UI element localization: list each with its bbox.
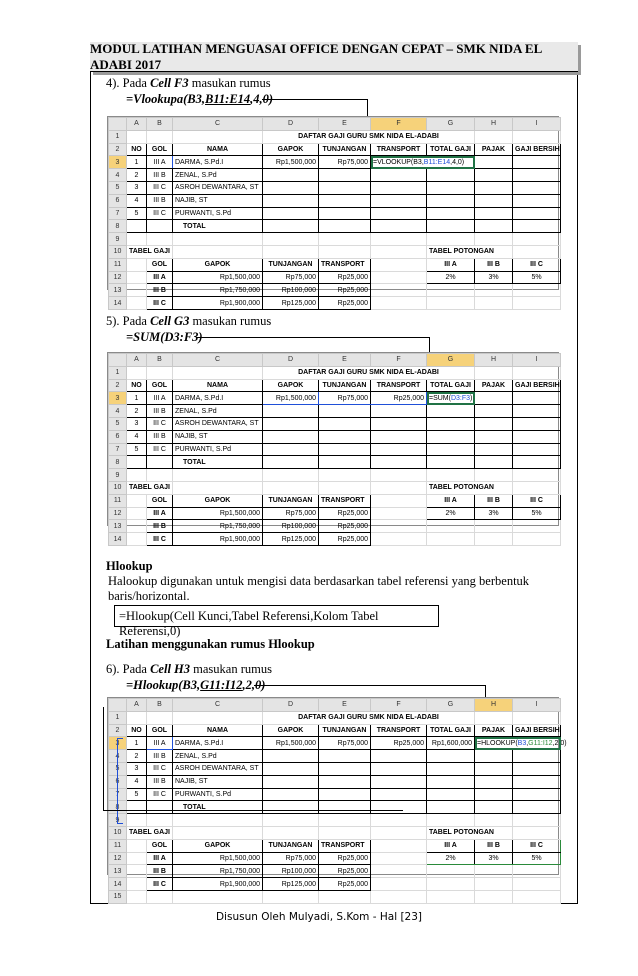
row-number[interactable]: 10 <box>109 826 127 839</box>
cell-nama[interactable]: NAJIB, ST <box>173 430 263 443</box>
cell-gapok[interactable]: Rp1,500,000 <box>263 737 319 750</box>
row-number[interactable]: 6 <box>109 194 127 207</box>
tp-value[interactable]: 5% <box>513 271 561 284</box>
row-number[interactable]: 4 <box>109 405 127 418</box>
formula-range: B11:E14 <box>423 158 451 166</box>
cell-g3-formula[interactable]: =SUM(D3:F3) <box>427 392 475 405</box>
row-number[interactable]: 2 <box>109 724 127 737</box>
step4-suffix: masukan rumus <box>188 76 271 90</box>
row-number[interactable]: 1 <box>109 366 127 379</box>
row-number[interactable]: 13 <box>109 520 127 533</box>
step6-instruction <box>106 662 272 677</box>
cell-no[interactable]: 3 <box>127 417 147 430</box>
row-number[interactable]: 10 <box>109 481 127 494</box>
cell-no[interactable]: 4 <box>127 430 147 443</box>
row-number[interactable]: 6 <box>109 430 127 443</box>
cell-no[interactable]: 2 <box>127 750 147 763</box>
tg-gol[interactable]: III C <box>147 878 173 891</box>
row-number[interactable]: 7 <box>109 443 127 456</box>
tg-tunjangan[interactable]: Rp100,000 <box>263 520 319 533</box>
step5-suffix: masukan rumus <box>189 314 272 328</box>
col-header[interactable]: E <box>319 354 371 367</box>
column-header-row <box>109 118 561 131</box>
cell-nama[interactable]: ZENAL, S.Pd <box>173 169 263 182</box>
step6-formula-pre: =Hlookup(B3, <box>126 678 201 692</box>
hlookup-practice-heading: Latihan menggunakan rumus Hlookup <box>106 637 315 651</box>
tg-tunjangan[interactable]: Rp125,000 <box>263 533 319 546</box>
header-no: NO <box>127 379 147 392</box>
page-footer <box>0 911 638 923</box>
tabel-gaji-title: TABEL GAJI <box>127 481 173 494</box>
cell-nama[interactable]: ZENAL, S.Pd <box>173 405 263 418</box>
row-number[interactable]: 5 <box>109 762 127 775</box>
tp-header: III C <box>513 258 561 271</box>
row-number[interactable]: 6 <box>109 775 127 788</box>
tg-header-tunjangan: TUNJANGAN <box>263 258 319 271</box>
header-nama: NAMA <box>173 143 263 156</box>
header-tunjangan: TUNJANGAN <box>319 143 371 156</box>
step6-suffix: masukan rumus <box>190 662 272 676</box>
step6-formula-range: G11:I12 <box>200 678 243 692</box>
cell-nama[interactable]: ZENAL, S.Pd <box>173 750 263 763</box>
step4-prefix: 4). Pada <box>106 76 151 90</box>
cell-gol[interactable]: III C <box>147 207 173 220</box>
tg-tunjangan[interactable]: Rp75,000 <box>263 271 319 284</box>
col-header[interactable]: E <box>319 118 371 131</box>
tg-header-gol: GOL <box>147 494 173 507</box>
hlookup-heading: Hlookup <box>106 559 153 573</box>
step4-formula <box>126 92 273 107</box>
header-gapok: GAPOK <box>263 143 319 156</box>
tabel-gaji-title: TABEL GAJI <box>127 245 173 258</box>
tg-transport[interactable]: Rp25,000 <box>319 507 371 520</box>
cell-gapok[interactable]: Rp1,500,000 <box>263 156 319 169</box>
row-number[interactable]: 7 <box>109 207 127 220</box>
header-transport: TRANSPORT <box>371 724 427 737</box>
cell-gol[interactable]: III B <box>147 405 173 418</box>
step6-prefix: 6). Pada <box>106 662 151 676</box>
corner-cell[interactable] <box>109 118 127 131</box>
step5-prefix: 5). Pada <box>106 314 151 328</box>
cell-gapok[interactable]: Rp1,500,000 <box>263 392 319 405</box>
step4-formula-range: B11:E14 <box>205 92 251 106</box>
header-gol: GOL <box>147 724 173 737</box>
tp-value[interactable]: 2% <box>427 507 475 520</box>
cell-tunjangan[interactable]: Rp75,000 <box>319 156 371 169</box>
tg-header-gapok: GAPOK <box>173 258 263 271</box>
header-total-gaji: TOTAL GAJI <box>427 379 475 392</box>
spreadsheet-2 <box>107 352 560 543</box>
row-number[interactable]: 8 <box>109 220 127 233</box>
tp-value[interactable]: 2% <box>427 271 475 284</box>
cell-gol[interactable]: III C <box>147 762 173 775</box>
header-nama: NAMA <box>173 379 263 392</box>
cell-no[interactable]: 1 <box>127 392 147 405</box>
tg-header-gapok: GAPOK <box>173 494 263 507</box>
tg-transport[interactable]: Rp25,000 <box>319 533 371 546</box>
tg-header-gapok: GAPOK <box>173 839 263 852</box>
step4-formula-post: ,4,0) <box>250 92 274 106</box>
row-number[interactable]: 13 <box>109 284 127 297</box>
cell-nama[interactable]: NAJIB, ST <box>173 194 263 207</box>
header-tunjangan: TUNJANGAN <box>319 379 371 392</box>
tg-gapok[interactable]: Rp1,750,000 <box>173 520 263 533</box>
row-number[interactable]: 9 <box>109 233 127 246</box>
col-header[interactable]: A <box>127 118 147 131</box>
col-header[interactable]: A <box>127 699 147 712</box>
tg-tunjangan[interactable]: Rp75,000 <box>263 507 319 520</box>
tp-value[interactable]: 2% <box>427 852 475 865</box>
tg-tunjangan[interactable]: Rp125,000 <box>263 297 319 310</box>
header-gol: GOL <box>147 379 173 392</box>
tp-value[interactable]: 3% <box>475 507 513 520</box>
row-number[interactable]: 5 <box>109 417 127 430</box>
cell-transport[interactable]: Rp25,000 <box>371 392 427 405</box>
col-header[interactable]: F <box>371 354 427 367</box>
formula-range: G11:I12 <box>528 739 553 747</box>
tg-gol[interactable]: III B <box>147 284 173 297</box>
cell-nama[interactable]: ASROH DEWANTARA, ST <box>173 417 263 430</box>
tg-gol[interactable]: III C <box>147 533 173 546</box>
col-header[interactable]: B <box>147 354 173 367</box>
tg-gapok[interactable]: Rp1,900,000 <box>173 297 263 310</box>
cell-transport[interactable]: Rp25,000 <box>371 737 427 750</box>
cell-f3-formula[interactable]: =VLOOKUP(B3,B11:E14,4,0) <box>371 156 475 169</box>
tg-header-transport: TRANSPORT <box>319 839 371 852</box>
header-no: NO <box>127 724 147 737</box>
tg-tunjangan[interactable]: Rp125,000 <box>263 878 319 891</box>
tabel-potongan-title: TABEL POTONGAN <box>427 481 513 494</box>
cell-gol[interactable]: III A <box>147 156 173 169</box>
row-number[interactable]: 2 <box>109 143 127 156</box>
cell-gol[interactable]: III B <box>147 430 173 443</box>
cell-h3-formula[interactable]: =HLOOKUP(B3,G11:I12,2,0) <box>475 737 561 750</box>
step5-cell: Cell G3 <box>150 314 190 328</box>
cell-no[interactable]: 5 <box>127 788 147 801</box>
tg-gapok[interactable]: Rp1,900,000 <box>173 533 263 546</box>
tg-header-gol: GOL <box>147 839 173 852</box>
tg-gol[interactable]: III A <box>147 271 173 284</box>
col-header[interactable]: H <box>475 118 513 131</box>
col-header[interactable]: I <box>513 354 561 367</box>
row-number[interactable]: 12 <box>109 507 127 520</box>
header-gaji-bersih: GAJI BERSIH <box>513 379 561 392</box>
hlookup-desc-line2: baris/horizontal. <box>108 589 190 603</box>
page-header <box>90 42 578 72</box>
cell-gol[interactable]: III B <box>147 169 173 182</box>
col-header[interactable]: H <box>475 354 513 367</box>
col-header[interactable]: B <box>147 118 173 131</box>
cell-nama[interactable]: PURWANTI, S.Pd <box>173 788 263 801</box>
header-pajak: PAJAK <box>475 379 513 392</box>
tg-gol[interactable]: III C <box>147 297 173 310</box>
col-header[interactable]: F <box>371 118 427 131</box>
header-transport: TRANSPORT <box>371 143 427 156</box>
step4-cell: Cell F3 <box>150 76 189 90</box>
sheet-title: DAFTAR GAJI GURU SMK NIDA EL-ADABI <box>263 711 475 724</box>
tp-header: III B <box>475 839 513 852</box>
tg-gapok[interactable]: Rp1,750,000 <box>173 284 263 297</box>
tp-header: III A <box>427 258 475 271</box>
cell-nama[interactable]: ASROH DEWANTARA, ST <box>173 181 263 194</box>
col-header[interactable]: G <box>427 118 475 131</box>
col-header[interactable]: E <box>319 699 371 712</box>
cell-gol[interactable]: III C <box>147 417 173 430</box>
cell-no[interactable]: 4 <box>127 775 147 788</box>
header-nama: NAMA <box>173 724 263 737</box>
row-number[interactable]: 1 <box>109 711 127 724</box>
row-number[interactable]: 11 <box>109 494 127 507</box>
tp-value[interactable]: 3% <box>475 271 513 284</box>
sheet-title: DAFTAR GAJI GURU SMK NIDA EL-ADABI <box>263 366 475 379</box>
header-total-gaji: TOTAL GAJI <box>427 724 475 737</box>
cell-gol[interactable]: III B <box>147 750 173 763</box>
formula-range: D3:F3 <box>450 394 471 402</box>
tg-gapok[interactable]: Rp1,500,000 <box>173 507 263 520</box>
corner-cell[interactable] <box>109 354 127 367</box>
col-header[interactable]: D <box>263 699 319 712</box>
tg-transport[interactable]: Rp25,000 <box>319 284 371 297</box>
row-number[interactable]: 8 <box>109 801 127 814</box>
col-header[interactable]: G <box>427 699 475 712</box>
cell-gol[interactable]: III A <box>147 392 173 405</box>
col-header[interactable]: I <box>513 118 561 131</box>
col-header[interactable]: F <box>371 699 427 712</box>
total-label: TOTAL <box>173 220 263 233</box>
cell-no[interactable]: 5 <box>127 207 147 220</box>
header-gapok: GAPOK <box>263 724 319 737</box>
step6-pointer-loop <box>103 707 403 811</box>
cell-no[interactable]: 1 <box>127 737 147 750</box>
total-label: TOTAL <box>173 456 263 469</box>
row-number[interactable]: 12 <box>109 271 127 284</box>
header-gaji-bersih: GAJI BERSIH <box>513 143 561 156</box>
cell-gol[interactable]: III C <box>147 788 173 801</box>
row-number[interactable]: 9 <box>109 469 127 482</box>
header-tunjangan: TUNJANGAN <box>319 724 371 737</box>
tg-transport[interactable]: Rp25,000 <box>319 297 371 310</box>
cell-tunjangan[interactable]: Rp75,000 <box>319 392 371 405</box>
tabel-potongan-title: TABEL POTONGAN <box>427 245 513 258</box>
tp-header: III A <box>427 839 475 852</box>
header-title: MODUL LATIHAN MENGUASAI OFFICE DENGAN CEPAT – SMK NIDA EL ADABI 2017 <box>90 40 542 72</box>
header-gaji-bersih: GAJI BERSIH <box>513 724 561 737</box>
header-total-gaji: TOTAL GAJI <box>427 143 475 156</box>
cell-gol[interactable]: III B <box>147 775 173 788</box>
row-number[interactable]: 15 <box>109 890 127 903</box>
tg-header-transport: TRANSPORT <box>319 258 371 271</box>
tp-header: III C <box>513 494 561 507</box>
header-gol: GOL <box>147 143 173 156</box>
tp-value[interactable]: 5% <box>513 507 561 520</box>
row-number[interactable]: 14 <box>109 533 127 546</box>
tg-header-transport: TRANSPORT <box>319 494 371 507</box>
col-header[interactable]: D <box>263 118 319 131</box>
row-number[interactable]: 3 <box>109 156 127 169</box>
tp-value[interactable]: 5% <box>513 852 561 865</box>
cell-nama[interactable]: DARMA, S.Pd.I <box>173 737 263 750</box>
tg-gapok[interactable]: Rp1,500,000 <box>173 271 263 284</box>
header-no: NO <box>127 143 147 156</box>
step6-formula-post: ,2,0) <box>242 678 266 692</box>
tg-header-tunjangan: TUNJANGAN <box>263 839 319 852</box>
row-number[interactable]: 5 <box>109 181 127 194</box>
cell-nama[interactable]: NAJIB, ST <box>173 775 263 788</box>
step4-instruction <box>106 76 271 91</box>
hlookup-desc-line1: Halookup digunakan untuk mengisi data berdasarkan tabel referensi yang berbentuk <box>108 574 530 588</box>
tg-gol[interactable]: III B <box>147 865 173 878</box>
col-header[interactable]: H <box>475 699 513 712</box>
tp-header: III B <box>475 494 513 507</box>
cell-no[interactable]: 4 <box>127 194 147 207</box>
header-pajak: PAJAK <box>475 143 513 156</box>
footer-text: Disusun Oleh Mulyadi, S.Kom - Hal [23] <box>215 911 423 923</box>
cell-total-gaji[interactable]: Rp1,600,000 <box>427 737 475 750</box>
step6-formula <box>126 678 265 693</box>
col-header[interactable]: I <box>513 699 561 712</box>
tg-gapok[interactable]: Rp1,750,000 <box>173 865 263 878</box>
col-header[interactable]: C <box>173 118 263 131</box>
tg-transport[interactable]: Rp25,000 <box>319 852 371 865</box>
tp-header: III C <box>513 839 561 852</box>
col-header[interactable]: G <box>427 354 475 367</box>
col-header[interactable]: B <box>147 699 173 712</box>
cell-gol[interactable]: III C <box>147 443 173 456</box>
sheet-title: DAFTAR GAJI GURU SMK NIDA EL-ADABI <box>263 130 475 143</box>
tg-gapok[interactable]: Rp1,500,000 <box>173 852 263 865</box>
cell-nama[interactable]: DARMA, S.Pd.I <box>173 392 263 405</box>
tg-tunjangan[interactable]: Rp75,000 <box>263 852 319 865</box>
step5-instruction <box>106 314 271 329</box>
column-header-row <box>109 354 561 367</box>
row-number[interactable]: 10 <box>109 245 127 258</box>
row-number[interactable]: 11 <box>109 839 127 852</box>
step5-formula: =SUM(D3:F3) <box>126 330 203 344</box>
spreadsheet-1 <box>107 116 560 307</box>
header-transport: TRANSPORT <box>371 379 427 392</box>
cell-no[interactable]: 5 <box>127 443 147 456</box>
row-number[interactable]: 8 <box>109 456 127 469</box>
row-number[interactable]: 11 <box>109 258 127 271</box>
cell-nama[interactable]: PURWANTI, S.Pd <box>173 443 263 456</box>
tg-header-tunjangan: TUNJANGAN <box>263 494 319 507</box>
tabel-potongan-title: TABEL POTONGAN <box>427 826 513 839</box>
tp-header: III B <box>475 258 513 271</box>
hlookup-syntax: =Hlookup(Cell Kunci,Tabel Referensi,Kolom Tabel Referensi,0) <box>119 609 379 638</box>
tg-gol[interactable]: III A <box>147 507 173 520</box>
tg-tunjangan[interactable]: Rp100,000 <box>263 284 319 297</box>
cell-no[interactable]: 1 <box>127 156 147 169</box>
tg-transport[interactable]: Rp25,000 <box>319 520 371 533</box>
tg-gol[interactable]: III A <box>147 852 173 865</box>
row-number[interactable]: 7 <box>109 788 127 801</box>
row-number[interactable]: 14 <box>109 878 127 891</box>
tp-header: III A <box>427 494 475 507</box>
row-number[interactable]: 3 <box>109 392 127 405</box>
tg-gapok[interactable]: Rp1,900,000 <box>173 878 263 891</box>
step4-formula-pre: =Vlookupa(B3, <box>126 92 206 106</box>
tg-transport[interactable]: Rp25,000 <box>319 271 371 284</box>
cell-no[interactable]: 2 <box>127 169 147 182</box>
row-number[interactable]: 1 <box>109 130 127 143</box>
tabel-gaji-title: TABEL GAJI <box>127 826 173 839</box>
row-number[interactable]: 9 <box>109 814 127 827</box>
hlookup-syntax-box <box>114 605 439 638</box>
tg-transport[interactable]: Rp25,000 <box>319 878 371 891</box>
cell-nama[interactable]: ASROH DEWANTARA, ST <box>173 762 263 775</box>
row-number[interactable]: 3 <box>109 737 127 750</box>
tg-transport[interactable]: Rp25,000 <box>319 865 371 878</box>
total-label: TOTAL <box>173 801 263 814</box>
row-number[interactable]: 12 <box>109 852 127 865</box>
cell-tunjangan[interactable]: Rp75,000 <box>319 737 371 750</box>
col-header[interactable]: A <box>127 354 147 367</box>
cell-gol[interactable]: III C <box>147 181 173 194</box>
tp-value[interactable]: 3% <box>475 852 513 865</box>
cell-no[interactable]: 3 <box>127 181 147 194</box>
tg-header-gol: GOL <box>147 258 173 271</box>
formula-ref-b3: B3 <box>517 739 527 747</box>
row-number[interactable]: 4 <box>109 750 127 763</box>
row-number[interactable]: 4 <box>109 169 127 182</box>
col-header[interactable]: C <box>173 699 263 712</box>
col-header[interactable]: C <box>173 354 263 367</box>
header-gapok: GAPOK <box>263 379 319 392</box>
col-header[interactable]: D <box>263 354 319 367</box>
tg-gol[interactable]: III B <box>147 520 173 533</box>
header-pajak: PAJAK <box>475 724 513 737</box>
cell-gol[interactable]: III B <box>147 194 173 207</box>
cell-no[interactable]: 2 <box>127 405 147 418</box>
tg-tunjangan[interactable]: Rp100,000 <box>263 865 319 878</box>
step6-cell: Cell H3 <box>150 662 191 676</box>
cell-gol[interactable]: III A <box>147 737 173 750</box>
row-number[interactable]: 2 <box>109 379 127 392</box>
row-number[interactable]: 14 <box>109 297 127 310</box>
cell-no[interactable]: 3 <box>127 762 147 775</box>
cell-nama[interactable]: DARMA, S.Pd.I <box>173 156 263 169</box>
cell-nama[interactable]: PURWANTI, S.Pd <box>173 207 263 220</box>
row-number[interactable]: 13 <box>109 865 127 878</box>
